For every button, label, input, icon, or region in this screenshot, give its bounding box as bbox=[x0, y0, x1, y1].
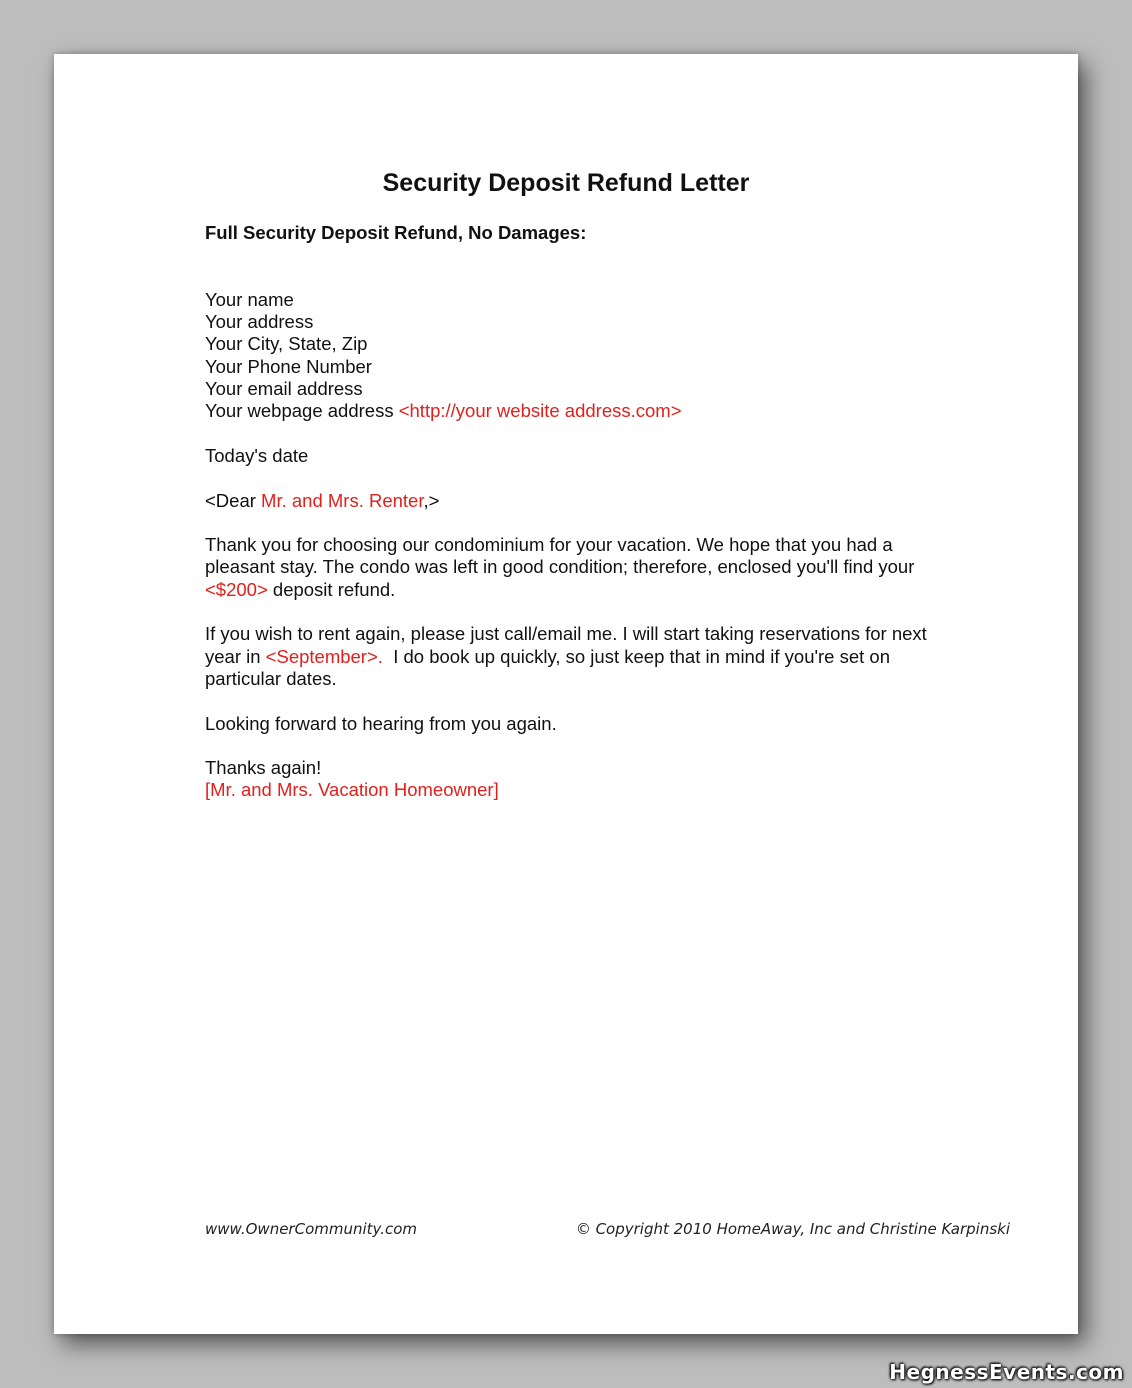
sender-email: Your email address bbox=[205, 378, 363, 400]
closing: Thanks again! bbox=[205, 757, 322, 779]
signature: [Mr. and Mrs. Vacation Homeowner] bbox=[205, 779, 499, 801]
paragraph-rent-again-end: I do book up quickly, so just keep that in mind if you're set on particular dates. bbox=[205, 645, 896, 689]
paragraph-looking-forward: Looking forward to hearing from you again. bbox=[205, 712, 557, 734]
salutation bbox=[205, 490, 965, 512]
document-title: Security Deposit Refund Letter bbox=[382, 169, 750, 197]
paragraph-rent-again bbox=[205, 623, 965, 690]
sender-webpage bbox=[205, 400, 965, 422]
paragraph-rent-again-text: If you wish to rent again, please just call/email me. I will start taking reservations for next year in bbox=[205, 623, 927, 667]
paragraph-refund-text: Thank you for choosing our condominium for your vacation. We hope that you had a pleasant stay. The condo was left in good condition; therefore, enclosed you'll find your bbox=[205, 534, 915, 578]
closing-block bbox=[205, 757, 965, 802]
document-subtitle: Full Security Deposit Refund, No Damages: bbox=[205, 222, 587, 243]
letter-body bbox=[205, 222, 965, 802]
sender-phone: Your Phone Number bbox=[205, 355, 372, 377]
salutation-prefix: <Dear bbox=[205, 489, 262, 511]
footer-copyright: © Copyright 2010 HomeAway, Inc and Christine Karpinski bbox=[575, 1220, 1010, 1238]
paragraph-refund bbox=[205, 534, 965, 601]
reservation-month: <September>. bbox=[265, 645, 383, 667]
letter-page bbox=[54, 54, 1078, 1334]
sender-city-state-zip: Your City, State, Zip bbox=[205, 333, 368, 355]
refund-amount: <$200> bbox=[205, 578, 268, 600]
paragraph-refund-end: deposit refund. bbox=[267, 578, 396, 600]
salutation-name: Mr. and Mrs. Renter bbox=[261, 489, 424, 511]
watermark: HegnessEvents.com bbox=[889, 1360, 1124, 1384]
footer-website: www.OwnerCommunity.com bbox=[205, 1220, 418, 1238]
webpage-placeholder: <http://your website address.com> bbox=[398, 400, 682, 422]
sender-name: Your name bbox=[205, 288, 294, 310]
sender-block bbox=[205, 289, 965, 423]
salutation-suffix: ,> bbox=[423, 489, 440, 511]
letter-date: Today's date bbox=[205, 444, 309, 466]
webpage-label: Your webpage address bbox=[205, 400, 399, 422]
sender-address: Your address bbox=[205, 311, 314, 333]
